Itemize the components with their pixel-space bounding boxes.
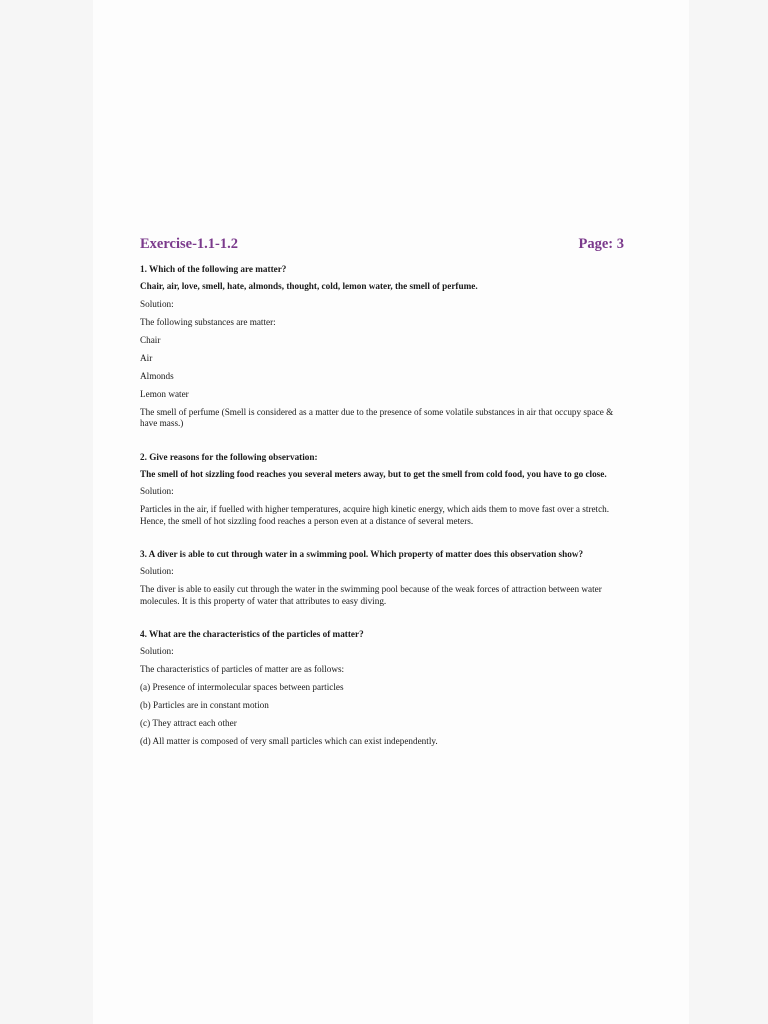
question-title: 4. What are the characteristics of the particles of matter? [140,629,364,639]
solution-label: Solution: [140,486,174,496]
question-title: 2. Give reasons for the following observation: [140,451,318,462]
page-number: Page: 3 [578,236,624,252]
solution-label: Solution: [140,566,174,576]
section-spacer [140,537,628,548]
question-2 [140,451,628,528]
solution-line: (a) Presence of intermolecular spaces between particles [140,682,344,692]
question-4 [140,628,628,748]
solution-line: (b) Particles are in constant motion [140,700,269,710]
solution-line: Almonds [140,370,174,381]
solution-line: Air [140,352,153,363]
section-spacer [140,440,628,451]
solution-line: Chair [140,334,161,345]
solution-line: (c) They attract each other [140,718,237,728]
page-header [140,236,628,253]
question-title: 3. A diver is able to cut through water in a swimming pool. Which property of matter does this observation show? [140,549,584,559]
question-3 [140,548,628,607]
solution-line: (d) All matter is composed of very small particles which can exist independently. [140,736,438,746]
solution-line: The diver is able to easily cut through the water in the swimming pool because of the weak forces of attraction between water molecules. It is this property of water that attributes to easy diving. [140,584,602,606]
solution-line: The following substances are matter: [140,316,276,327]
solution-line: The characteristics of particles of matter are as follows: [140,664,345,674]
solution-label: Solution: [140,298,174,309]
question-1 [140,263,628,430]
solution-line: The smell of perfume (Smell is considered as a matter due to the presence of some volatile substances in air that occupy space & have mass.) [140,406,614,428]
section-spacer [140,617,628,628]
solution-line: Lemon water [140,388,189,399]
solution-line: Particles in the air, if fuelled with higher temperatures, acquire high kinetic energy, which aids them to move fast over a stretch. Hence, the smell of hot sizzling food reaches a person even at a distance of several meters. [140,504,610,526]
exercise-title: Exercise-1.1-1.2 [140,236,238,252]
solution-label: Solution: [140,646,174,656]
question-title: 1. Which of the following are matter? [140,264,287,274]
question-prompt: The smell of hot sizzling food reaches you several meters away, but to get the smell from cold food, you have to go close. [140,468,607,479]
document-content [140,236,628,758]
question-prompt: Chair, air, love, smell, hate, almonds, thought, cold, lemon water, the smell of perfume. [140,281,478,291]
